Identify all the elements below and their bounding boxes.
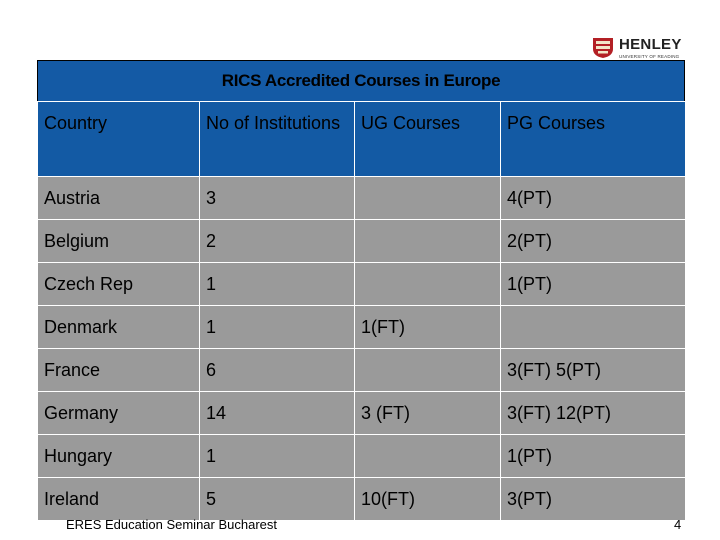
table-cell: Ireland — [38, 478, 200, 521]
table-cell: Hungary — [38, 435, 200, 478]
table-cell — [355, 177, 501, 220]
table-cell: 1(PT) — [501, 263, 686, 306]
header-cell: Country — [38, 102, 200, 177]
table-cell: 1 — [200, 263, 355, 306]
header-row — [38, 102, 686, 177]
logo-text: HENLEY — [619, 36, 682, 53]
table-cell: 3(FT) 12(PT) — [501, 392, 686, 435]
table-cell: 14 — [200, 392, 355, 435]
table-row — [38, 306, 686, 349]
table-cell: 1(FT) — [355, 306, 501, 349]
table-cell: Belgium — [38, 220, 200, 263]
table-cell: 3(PT) — [501, 478, 686, 521]
header-cell: No of Institutions — [200, 102, 355, 177]
header-cell: UG Courses — [355, 102, 501, 177]
table-cell: Denmark — [38, 306, 200, 349]
courses-table — [37, 101, 686, 521]
table-cell: 5 — [200, 478, 355, 521]
table-cell — [355, 349, 501, 392]
table-cell: 1 — [200, 306, 355, 349]
table-cell: 4(PT) — [501, 177, 686, 220]
table-row — [38, 177, 686, 220]
table-cell: 3 (FT) — [355, 392, 501, 435]
table-row — [38, 263, 686, 306]
henley-logo — [592, 35, 692, 63]
table-cell: Germany — [38, 392, 200, 435]
table-row — [38, 435, 686, 478]
crest-icon — [592, 37, 614, 59]
logo-subtitle: UNIVERSITY OF READING — [619, 54, 680, 59]
table-cell: 2 — [200, 220, 355, 263]
table-cell — [501, 306, 686, 349]
table-cell: 3 — [200, 177, 355, 220]
table-cell: France — [38, 349, 200, 392]
table-cell — [355, 263, 501, 306]
table-cell — [355, 435, 501, 478]
title-bar — [37, 60, 685, 102]
table-cell: 10(FT) — [355, 478, 501, 521]
table-cell: 6 — [200, 349, 355, 392]
page-number: 4 — [674, 517, 682, 532]
table-cell: 1 — [200, 435, 355, 478]
table-cell: 2(PT) — [501, 220, 686, 263]
table-cell: Czech Rep — [38, 263, 200, 306]
table-cell: 3(FT) 5(PT) — [501, 349, 686, 392]
table-row — [38, 478, 686, 521]
table-row — [38, 392, 686, 435]
table-row — [38, 220, 686, 263]
slide-title: RICS Accredited Courses in Europe — [221, 71, 501, 90]
footer-text: ERES Education Seminar Bucharest — [66, 517, 277, 532]
table-cell — [355, 220, 501, 263]
table-row — [38, 349, 686, 392]
table-cell: Austria — [38, 177, 200, 220]
header-cell: PG Courses — [501, 102, 686, 177]
table-cell: 1(PT) — [501, 435, 686, 478]
